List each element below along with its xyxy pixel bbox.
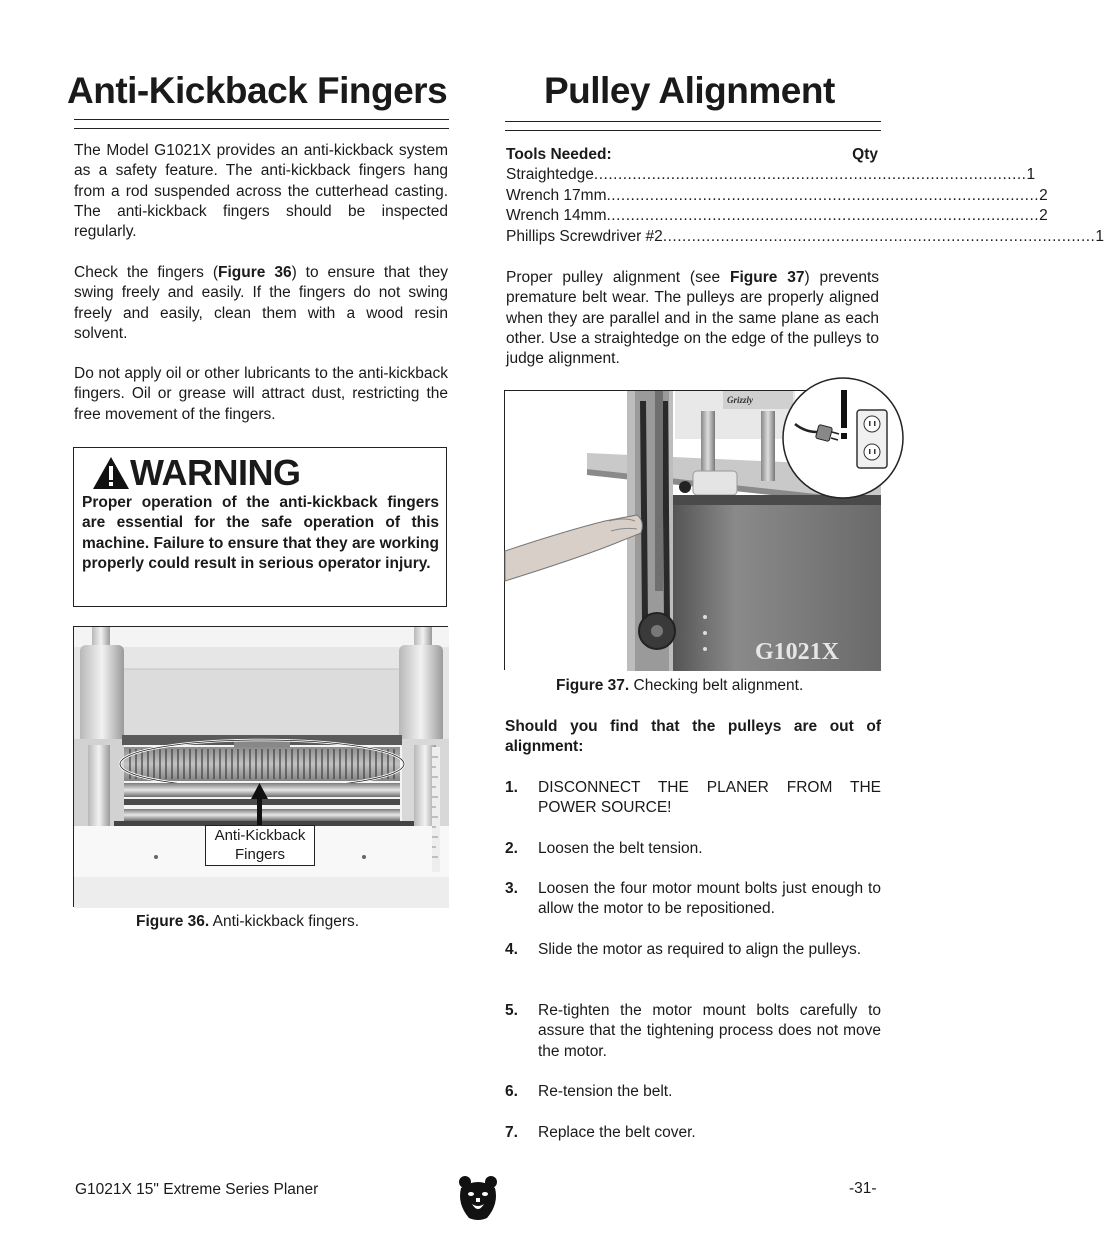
figure-36-photo <box>73 626 448 907</box>
leader-dots: .......................................................................................... <box>606 207 1040 224</box>
figure-36-reference: Figure 36 <box>218 264 292 281</box>
tool-name: Wrench 17mm <box>506 187 607 204</box>
tool-qty: 2 <box>1039 187 1048 204</box>
tools-needed-list <box>506 146 1104 250</box>
tool-qty: 1 <box>1095 228 1104 245</box>
figure-37-reference: Figure 37 <box>729 269 805 286</box>
machine-model-label: G1021X <box>755 639 839 665</box>
step-number: 3. <box>505 880 518 897</box>
tool-row <box>506 228 1104 248</box>
paragraph-check-fingers <box>74 263 448 344</box>
step-item <box>505 879 881 921</box>
callout-label-line2: Fingers <box>234 846 286 863</box>
step-number: 4. <box>505 941 518 958</box>
tool-row <box>506 166 1036 186</box>
paragraph-check-text-a: Check the fingers ( <box>74 264 219 281</box>
figure-36-caption-label: Figure 36. <box>136 913 210 930</box>
paragraph-pulley-intro <box>506 268 879 369</box>
step-number: 1. <box>505 779 518 796</box>
step-text: Loosen the four motor mount bolts just enough to allow the motor to be repositioned. <box>538 880 881 918</box>
paragraph-check-text-b: ) to ensure that they swing freely and easily. If the fingers do not swing freely and easily, clean them with a wood resin solvent. <box>74 264 448 342</box>
bear-logo-icon <box>457 1174 499 1222</box>
tool-name: Wrench 14mm <box>506 207 607 224</box>
unplug-warning-icon <box>781 376 905 500</box>
brand-label: Grizzly <box>727 395 754 405</box>
callout-label-box <box>205 825 315 866</box>
step-text: Loosen the belt tension. <box>538 840 703 857</box>
pulley-intro-text-b: ) prevents premature belt wear. The pulleys are properly aligned when they are parallel and in the same plane as each other. Use a straightedge on the edge of the pulleys to judge alignment. <box>506 269 880 368</box>
step-number: 7. <box>505 1124 518 1141</box>
leader-dots: .......................................................................................... <box>593 166 1027 183</box>
paragraph-out-of-alignment: Should you find that the pulleys are out of alignment: <box>505 718 881 756</box>
qty-header: Qty <box>852 146 878 163</box>
figure-37-caption-label: Figure 37. <box>556 677 630 694</box>
section-title-pulley-alignment: Pulley Alignment <box>544 70 835 111</box>
section-title-anti-kickback: Anti-Kickback Fingers <box>67 70 448 111</box>
step-item <box>505 839 881 860</box>
pulley-intro-text-a: Proper pulley alignment (see <box>506 269 730 286</box>
callout-label-line1: Anti-Kickback <box>214 827 306 844</box>
title-rule-right <box>505 121 881 122</box>
title-rule-left <box>74 119 449 120</box>
warning-header <box>92 452 301 494</box>
warning-title: WARNING <box>130 452 301 493</box>
warning-triangle-icon <box>92 455 130 491</box>
figure-36-caption <box>136 913 359 931</box>
leader-dots: .......................................................................................... <box>662 228 1096 245</box>
step-item <box>505 1082 881 1103</box>
tools-header-row <box>506 146 878 166</box>
step-text: Replace the belt cover. <box>538 1124 696 1141</box>
step-item <box>505 1123 881 1144</box>
figure-37-caption <box>556 677 803 695</box>
paragraph-no-oil: Do not apply oil or other lubricants to the anti-kickback fingers. Oil or grease will attract dust, restricting the free movement of the fingers. <box>74 365 448 423</box>
tool-name: Straightedge <box>506 166 594 183</box>
tool-name: Phillips Screwdriver #2 <box>506 228 663 245</box>
step-text: Re-tension the belt. <box>538 1083 673 1100</box>
title-rule-right-lower <box>505 130 881 131</box>
step-item <box>505 778 881 820</box>
step-number: 5. <box>505 1002 518 1019</box>
title-rule-left-lower <box>74 128 449 129</box>
step-item <box>505 940 881 982</box>
footer-page-number: -31- <box>849 1180 877 1197</box>
figure-37-caption-text: Checking belt alignment. <box>629 677 804 694</box>
step-text: Re-tighten the motor mount bolts carefully to assure that the tightening process does not move the motor. <box>538 1002 881 1060</box>
step-number: 6. <box>505 1083 518 1100</box>
step-item <box>505 1001 881 1063</box>
leader-dots: .......................................................................................... <box>606 187 1040 204</box>
tool-row <box>506 187 1048 207</box>
step-text: DISCONNECT THE PLANER FROM THE POWER SOURCE! <box>538 779 881 817</box>
footer-manual-title: G1021X 15" Extreme Series Planer <box>75 1181 319 1198</box>
warning-text: Proper operation of the anti-kickback fingers are essential for the safe operation of this machine. Failure to ensure that they are working properly could result in serious operator injury. <box>82 494 439 572</box>
straightedge <box>655 391 663 591</box>
tool-qty: 1 <box>1026 166 1036 183</box>
figure-36-caption-text: Anti-kickback fingers. <box>209 913 360 930</box>
step-text: Slide the motor as required to align the pulleys. <box>538 941 862 958</box>
tools-header: Tools Needed: <box>506 146 612 163</box>
tool-row <box>506 207 1048 227</box>
paragraph-intro: The Model G1021X provides an anti-kickback system as a safety feature. The anti-kickback fingers hang from a rod suspended across the cutterhead casting. The anti-kickback fingers should be inspected regularly. <box>74 142 448 241</box>
tool-qty: 2 <box>1039 207 1048 224</box>
step-number: 2. <box>505 840 518 857</box>
